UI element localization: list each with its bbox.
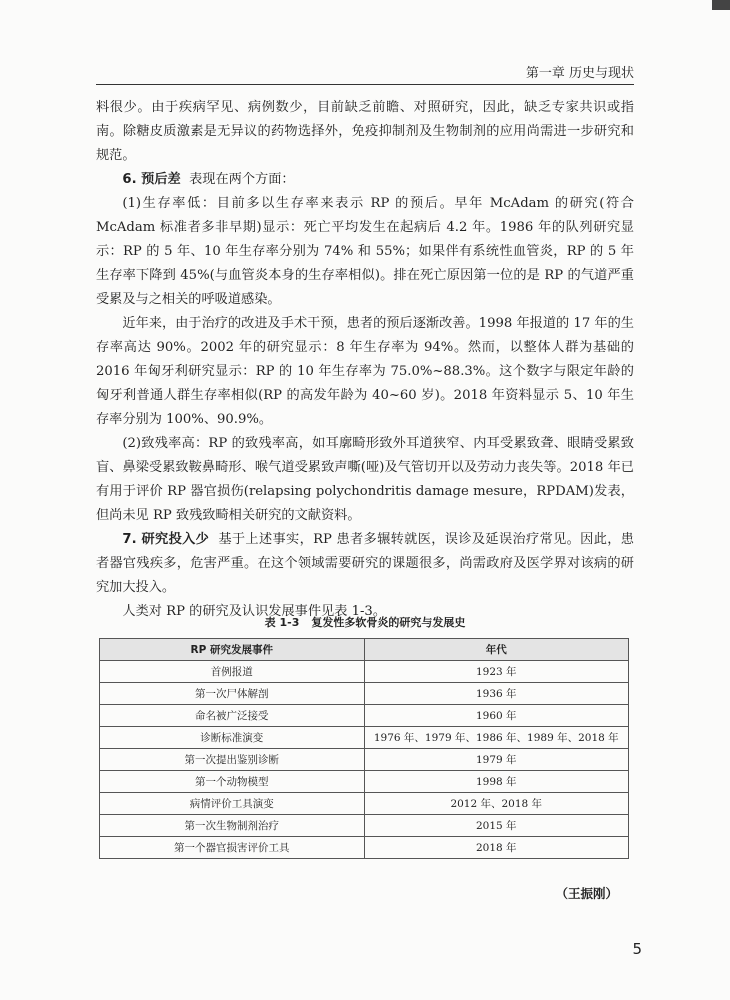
event-cell: 第一次尸体解剖 <box>100 683 365 705</box>
year-cell: 1923 年 <box>364 661 629 683</box>
event-cell: 命名被广泛接受 <box>100 705 365 727</box>
paragraph-survival: (1)生存率低：目前多以生存率来表示 RP 的预后。早年 McAdam 的研究(符合 McAdam 标准者多非早期)显示：死亡平均发生在起病后 4.2 年。1986 年的队列研究显示：RP 的 5 年、10 年生存率分别为 74% 和 55%；如果伴有系统性血管炎，RP 的 5 年生存率下降到 45%(与血管炎本身的生存率相似)。排在死亡原因第一位的是 RP 的气道严重受累及与之相关的呼吸道感染。 <box>96 196 634 307</box>
running-header <box>96 62 634 85</box>
year-cell: 1960 年 <box>364 705 629 727</box>
year-cell: 1976 年、1979 年、1986 年、1989 年、2018 年 <box>364 727 629 749</box>
event-cell: 第一次提出鉴别诊断 <box>100 749 365 771</box>
year-cell: 2018 年 <box>364 837 629 859</box>
table-header-row <box>100 639 629 661</box>
section-7-heading: 7. 研究投入少 <box>122 532 210 547</box>
event-cell: 第一个器官损害评价工具 <box>100 837 365 859</box>
table-row <box>100 727 629 749</box>
table-row <box>100 771 629 793</box>
section-7 <box>96 528 634 600</box>
header-year: 年代 <box>364 639 629 661</box>
event-cell: 首例报道 <box>100 661 365 683</box>
event-cell: 病情评价工具演变 <box>100 793 365 815</box>
table-row <box>100 749 629 771</box>
table-row <box>100 661 629 683</box>
section-6 <box>96 168 634 192</box>
table-row <box>100 683 629 705</box>
table-row <box>100 793 629 815</box>
event-cell: 第一个动物模型 <box>100 771 365 793</box>
year-cell: 2015 年 <box>364 815 629 837</box>
event-cell: 第一次生物制剂治疗 <box>100 815 365 837</box>
corner-mark <box>712 0 730 10</box>
year-cell: 1979 年 <box>364 749 629 771</box>
table-caption <box>96 614 634 630</box>
history-table <box>99 638 629 859</box>
section-6-heading: 6. 预后差 <box>122 172 181 187</box>
chapter-title: 第一章 历史与现状 <box>525 66 634 81</box>
paragraph-recent: 近年来，由于治疗的改进及手术干预，患者的预后逐渐改善。1998 年报道的 17 年的生存率高达 90%。2002 年的研究显示：8 年生存率为 94%。然而，以整体人群为基础的 2016 年匈牙利研究显示：RP 的 10 年生存率为 75.0%~88.3%。这个数字与限定年龄的匈牙利普通人群生存率相似(RP 的高发年龄为 40~60 岁)。2018 年资料显示 5、10 年生存率分别为 100%、90.9%。 <box>96 316 634 427</box>
year-cell: 1998 年 <box>364 771 629 793</box>
header-event: RP 研究发展事件 <box>100 639 365 661</box>
paragraph-table-ref: 人类对 RP 的研究及认识发展事件见表 1-3。 <box>122 604 387 619</box>
table-row <box>100 705 629 727</box>
table-label: 表 1-3 <box>264 616 300 629</box>
year-cell: 1936 年 <box>364 683 629 705</box>
paragraph-disability: (2)致残率高：RP 的致残率高，如耳廓畸形致外耳道狭窄、内耳受累致聋、眼睛受累致盲、鼻梁受累致鞍鼻畸形、喉气道受累致声嘶(哑)及气管切开以及劳动力丧失等。2018 年已有用于评价 RP 器官损伤(relapsing polychondritis damage mesure，RPDAM)发表，但尚未见 RP 致残致畸相关研究的文献资料。 <box>96 436 634 523</box>
author-credit: （王振刚） <box>555 886 618 901</box>
table-title: 复发性多软骨炎的研究与发展史 <box>311 616 466 629</box>
body-text <box>96 96 634 624</box>
section-6-text: 表现在两个方面： <box>189 172 295 187</box>
year-cell: 2012 年、2018 年 <box>364 793 629 815</box>
event-cell: 诊断标准演变 <box>100 727 365 749</box>
paragraph-continuation: 料很少。由于疾病罕见、病例数少，目前缺乏前瞻、对照研究，因此，缺乏专家共识或指南。除糖皮质激素是无异议的药物选择外，免疫抑制剂及生物制剂的应用尚需进一步研究和规范。 <box>96 100 634 163</box>
section-7-text: 基于上述事实，RP 患者多辗转就医，误诊及延误治疗常见。因此，患者器官残疾多，危害严重。在这个领域需要研究的课题很多，尚需政府及医学界对该病的研究加大投入。 <box>96 532 634 595</box>
table-row <box>100 815 629 837</box>
page-number: 5 <box>632 940 642 958</box>
table-row <box>100 837 629 859</box>
